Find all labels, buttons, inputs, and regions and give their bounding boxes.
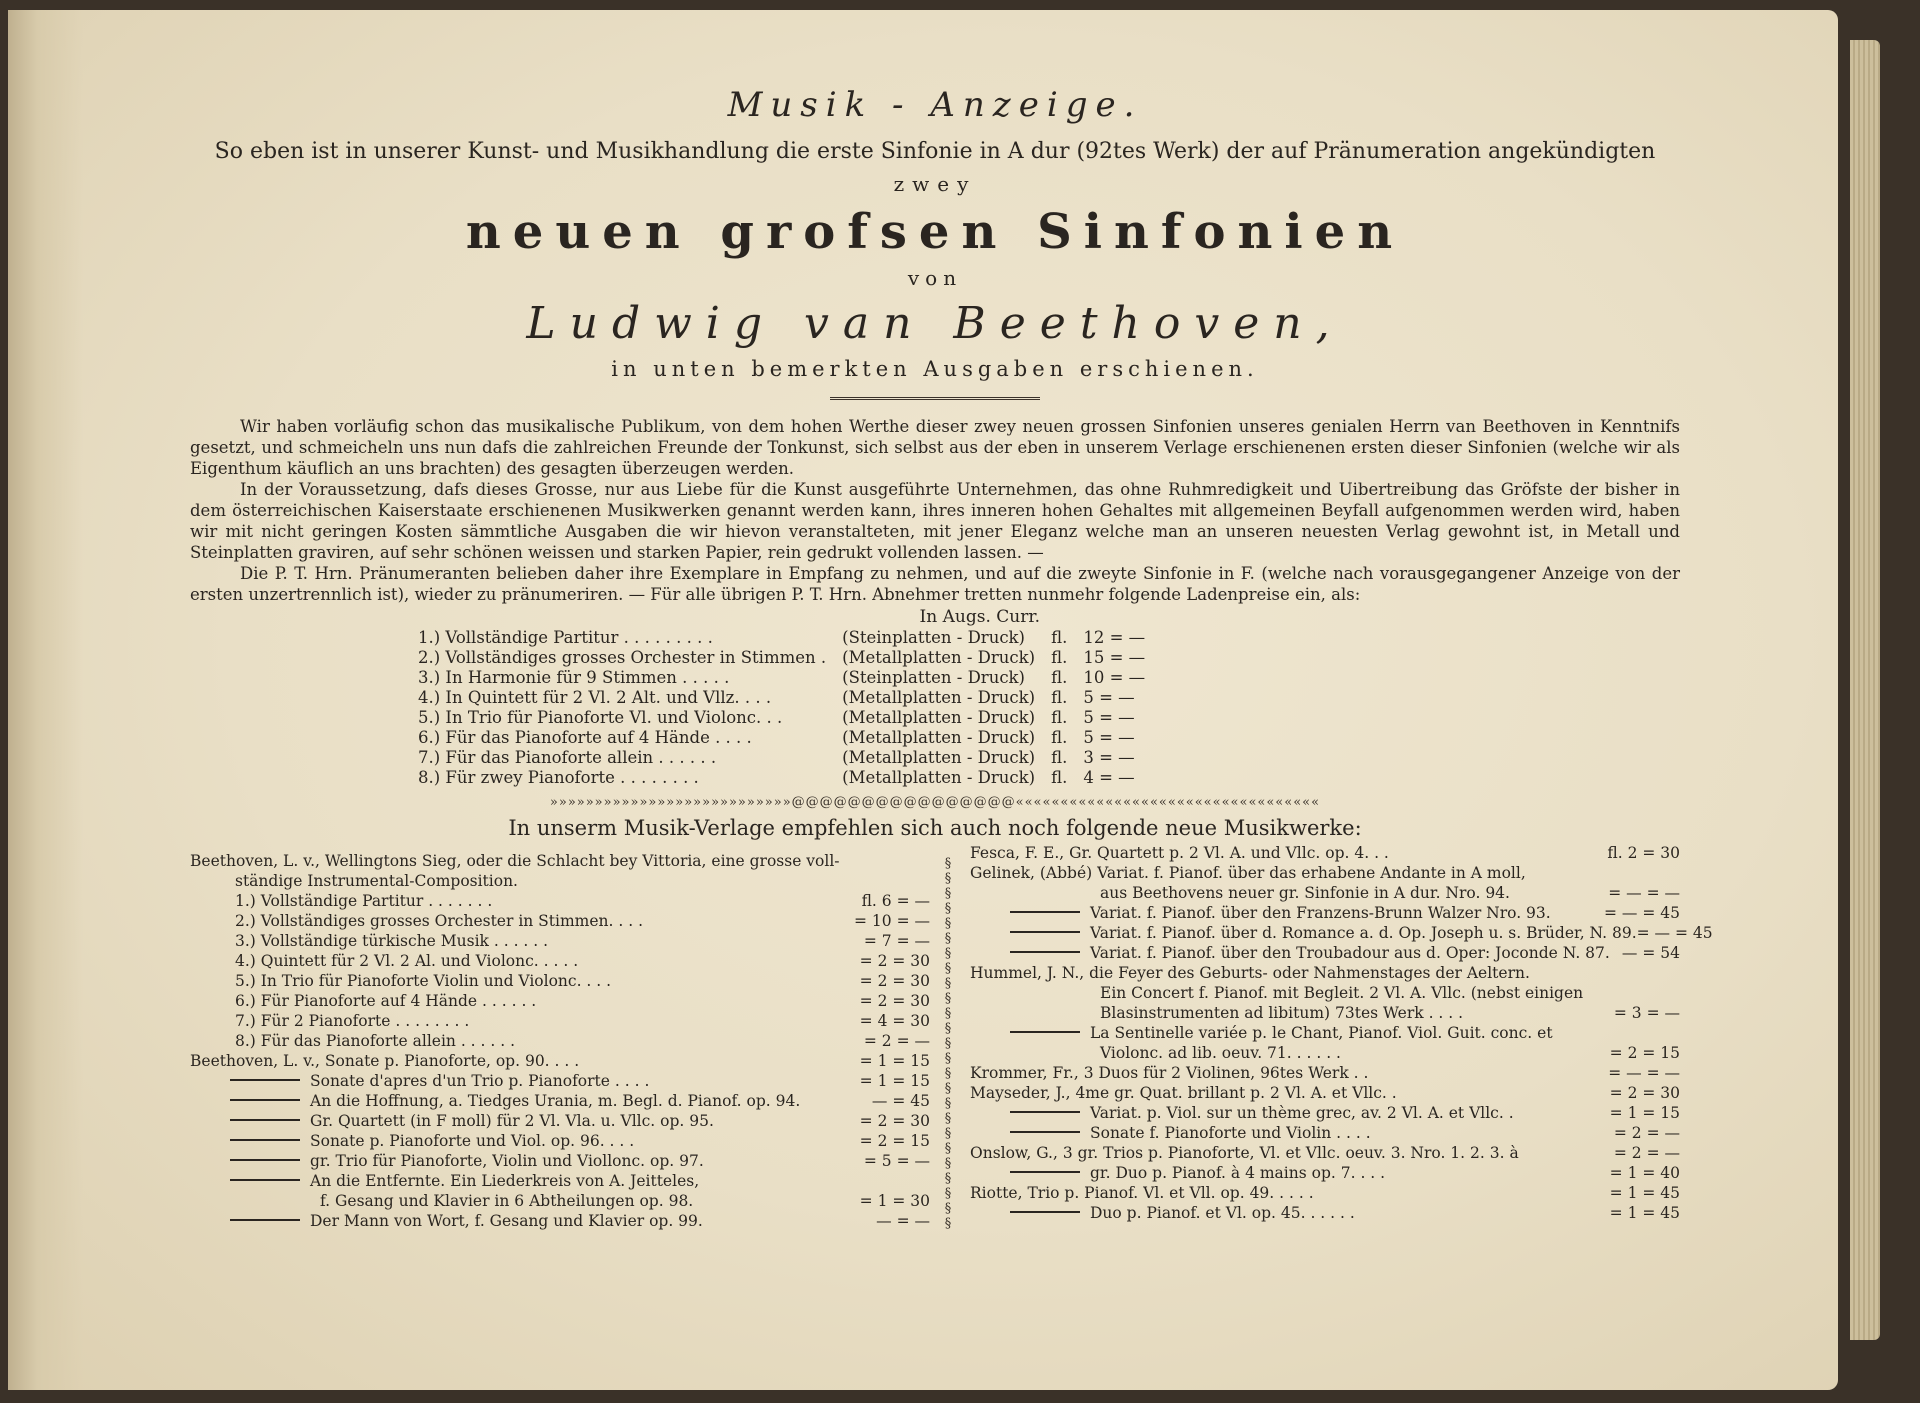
catalog-entry [970,902,1680,922]
catalog-entry-text: Beethoven, L. v., Wellingtons Sieg, oder die Schlacht bey Vittoria, eine grosse voll- [190,852,840,870]
price-fl: fl. [1051,727,1068,747]
catalog-entry-text: An die Hoffnung, a. Tiedges Urania, m. Begl. d. Pianof. op. 94. [310,1092,801,1110]
price-row [410,727,1153,747]
price-item: 3.) In Harmonie für 9 Stimmen . . . . . [418,667,730,687]
catalog-entry-text: Gr. Quartett (in F moll) für 2 Vl. Vla. u. Vllc. op. 95. [310,1112,714,1130]
catalog-entry [970,1102,1680,1122]
catalog-entry [970,1202,1680,1222]
catalog-entry [190,1030,930,1050]
catalog-entry [970,1002,1680,1022]
catalog-entry [970,922,1713,942]
catalog-entry-text: Variat. f. Pianof. über den Troubadour aus d. Oper: Joconde N. 87. [1090,944,1610,962]
catalog-entry [190,910,930,930]
ditto-dash [230,1099,300,1101]
catalog-entry [970,962,1680,982]
ditto-dash [1010,1111,1080,1113]
ditto-dash [1010,931,1080,933]
catalog-entry-text: Mayseder, J., 4me gr. Quat. brillant p. 2 Vl. A. et Vllc. . [970,1084,1397,1102]
price-item: 7.) Für das Pianoforte allein . . . . . . [418,747,717,767]
catalog-entry-text: 8.) Für das Pianoforte allein . . . . . . [235,1032,516,1050]
ornament-divider: »»»»»»»»»»»»»»»»»»»»»»»»»»»@@@@@@@@@@@@@@@@«««««««««««««««««««««««««««««««««« [549,795,1321,810]
catalog-entry-price: = 2 = 15 [859,1132,930,1150]
catalog-entry-text: Variat. p. Viol. sur un thème grec, av. 2 Vl. A. et Vllc. . [1090,1104,1514,1122]
catalog-entry [190,1190,930,1210]
page-gutter [8,10,83,1390]
ditto-dash [1010,1131,1080,1133]
catalog-entry-text: Onslow, G., 3 gr. Trios p. Pianoforte, Vl. et Vllc. oeuv. 3. Nro. 1. 2. 3. à [970,1144,1519,1162]
catalog-entry-text: Ein Concert f. Pianof. mit Begleit. 2 Vl. A. Vllc. (nebst einigen [1100,984,1584,1002]
catalog-entry [190,1210,930,1230]
catalog-entry [970,1082,1680,1102]
catalog-entry-price: = 2 = — [863,1032,930,1050]
catalog-entry-price: = — = — [1608,1064,1680,1082]
catalog-entry-price: — = — [876,1212,930,1230]
section-heading: In unserm Musik-Verlage empfehlen sich auch noch folgende neue Musikwerke: [508,816,1362,840]
price-amount: 12 = — [1083,627,1146,647]
price-row [410,647,1153,667]
price-fl: fl. [1051,667,1068,687]
catalog-entry-price: = 5 = — [863,1152,930,1170]
catalog-entry-text: 7.) Für 2 Pianoforte . . . . . . . . [235,1012,470,1030]
currency-header: In Augs. Curr. [919,607,1040,627]
catalog-entry [190,1110,930,1130]
price-print: (Steinplatten - Druck) [842,667,1025,687]
price-print: (Metallplatten - Druck) [842,687,1036,707]
catalog-entry-price: — = 54 [1621,944,1680,962]
catalog-entry-text: 5.) In Trio für Pianoforte Violin und Violonc. . . . [235,972,612,990]
ditto-dash [1010,1211,1080,1213]
price-row [410,707,1153,727]
catalog-entry-text: Riotte, Trio p. Pianof. Vl. et Vll. op. 49. . . . . [970,1184,1314,1202]
price-row [410,667,1153,687]
catalog-entry [190,1170,930,1190]
ornament-rule [830,385,1040,400]
price-amount: 4 = — [1083,767,1135,787]
catalog-entry-text: Sonate f. Pianoforte und Violin . . . . [1090,1124,1371,1142]
price-item: 5.) In Trio für Pianoforte Vl. und Violonc. . . [418,707,783,727]
catalog-entry [190,890,930,910]
catalog-entry-price: = 1 = 30 [859,1192,930,1210]
ditto-dash [230,1139,300,1141]
ditto-dash [230,1219,300,1221]
catalog-entry-price: = — = — [1608,884,1680,902]
catalog-entry [970,1162,1680,1182]
catalog-entry-text: Blasinstrumenten ad libitum) 73tes Werk . . . . [1100,1004,1464,1022]
page-edges [1850,40,1880,1340]
price-print: (Metallplatten - Druck) [842,707,1036,727]
price-amount: 5 = — [1083,727,1135,747]
catalog-entry [190,1130,930,1150]
catalog-entry [190,930,930,950]
catalog-left-column [190,850,930,1230]
catalog-entry-text: 6.) Für Pianoforte auf 4 Hände . . . . . . [235,992,537,1010]
catalog-entry-text: Variat. f. Pianof. über d. Romance a. d. Op. Joseph u. s. Brüder, N. 89. [1090,924,1637,942]
price-print: (Steinplatten - Druck) [842,627,1025,647]
catalog-entry [190,1090,930,1110]
catalog-entry-text: Variat. f. Pianof. über den Franzens-Brunn Walzer Nro. 93. [1090,904,1551,922]
catalog-entry-text: Hummel, J. N., die Feyer des Geburts- oder Nahmenstages der Aeltern. [970,964,1530,982]
catalog-entry-price: = 2 = 30 [859,992,930,1010]
catalog-entry [190,990,930,1010]
zwey-line: zwey [893,172,977,196]
catalog-entry [970,1122,1680,1142]
catalog-entry-text: Duo p. Pianof. et Vl. op. 45. . . . . . [1090,1204,1355,1222]
price-item: 2.) Vollständiges grosses Orchester in Stimmen . [418,647,827,667]
catalog-entry-price: = — = 45 [1604,904,1680,922]
catalog-entry-text: 2.) Vollständiges grosses Orchester in Stimmen. . . . [235,912,644,930]
ditto-dash [1010,1031,1080,1033]
price-fl: fl. [1051,707,1068,727]
catalog-entry [970,1042,1680,1062]
catalog-entry-price: = 1 = 15 [859,1052,930,1070]
price-amount: 3 = — [1083,747,1135,767]
catalog-entry [190,1070,930,1090]
price-item: 4.) In Quintett für 2 Vl. 2 Alt. und Vllz. . . . [418,687,772,707]
catalog-entry-price: = 4 = 30 [859,1012,930,1030]
catalog-entry-text: Beethoven, L. v., Sonate p. Pianoforte, op. 90. . . . [190,1052,580,1070]
ditto-dash [230,1179,300,1181]
column-separator: § § § § § § § § § § § § § § § § § § § § § § § § § [944,856,952,1231]
catalog-entry [970,1182,1680,1202]
price-row [410,687,1153,707]
price-amount: 5 = — [1083,687,1135,707]
catalog-entry-text: ständige Instrumental-Composition. [235,872,518,890]
paragraph-2: In der Voraussetzung, dafs dieses Grosse, nur aus Liebe für die Kunst ausgeführte Unternehmen, das ohne Ruhmredigkeit und Uibertreibung das Gröfste der bisher in dem österreichischen Kaiserstaate erschienenen Musikwerken genannt werden kann, ihres inneren hohen Gehaltes mit allgemeinen Beyfall aufgenommen werden wird, haben wir mit nicht geringen Kosten sämmtliche Ausgaben die wir hievon veranstalteten, mit jener Eleganz welche man an unseren neuesten Verlag gewohnt ist, in Metall und Steinplatten graviren, auf sehr schönen weissen und starken Papier, rein gedrukt vollenden lassen. — [190,480,1680,562]
document-title: Musik - Anzeige. [727,85,1143,125]
price-amount: 15 = — [1083,647,1146,667]
document-content [190,85,1713,1231]
catalog-entry-price: = — = 45 [1636,924,1713,942]
catalog-entry-price: = 2 = — [1613,1144,1680,1162]
price-fl: fl. [1051,627,1068,647]
catalog-entry-text: Violonc. ad lib. oeuv. 71. . . . . . [1100,1044,1341,1062]
catalog-entry-text: Krommer, Fr., 3 Duos für 2 Violinen, 96tes Werk . . [970,1064,1369,1082]
catalog-entry-price: = 7 = — [863,932,930,950]
price-item: 1.) Vollständige Partitur . . . . . . . . . [418,627,713,647]
catalog-entry [970,1022,1680,1042]
price-item: 6.) Für das Pianoforte auf 4 Hände . . . . [418,727,752,747]
price-row [410,747,1153,767]
price-fl: fl. [1051,767,1068,787]
catalog-entry-price: = 1 = 45 [1609,1184,1680,1202]
catalog-entry [970,1142,1680,1162]
composer-name: Ludwig van Beethoven, [526,298,1344,349]
catalog-entry [970,942,1680,962]
catalog-entry-text: 3.) Vollständige türkische Musik . . . . . . [235,932,549,950]
catalog-entry-text: An die Entfernte. Ein Liederkreis von A. Jeitteles, [310,1172,700,1190]
catalog-entry-text: gr. Trio für Pianoforte, Violin und Viollonc. op. 97. [310,1152,704,1170]
catalog-entry-price: = 2 = — [1613,1124,1680,1142]
price-amount: 5 = — [1083,707,1135,727]
von-line: von [907,266,963,290]
headline: neuen grofsen Sinfonien [465,204,1405,260]
catalog-entry-price: = 1 = 15 [859,1072,930,1090]
catalog-entry-text: f. Gesang und Klavier in 6 Abtheilungen op. 98. [320,1192,694,1210]
price-fl: fl. [1051,747,1068,767]
catalog-entry-text: Sonate p. Pianoforte und Viol. op. 96. . . . [310,1132,635,1150]
catalog-entry-text: La Sentinelle variée p. le Chant, Pianof. Viol. Guit. conc. et [1090,1024,1553,1042]
ditto-dash [230,1159,300,1161]
catalog-entry-price: = 3 = — [1613,1004,1680,1022]
price-print: (Metallplatten - Druck) [842,747,1036,767]
catalog-entry-text: 1.) Vollständige Partitur . . . . . . . [235,892,493,910]
paragraph-1: Wir haben vorläufig schon das musikalische Publikum, von dem hohen Werthe dieser zwey neuen grossen Sinfonien unseres genialen Herrn van Beethoven in Kenntnifs gesetzt, und schmeicheln uns nun dafs die zahlreichen Freunde der Tonkunst, sich selbst aus der eben in unserem Verlage erschienenen ersten dieser Sinfonien (welche wir als Eigenthum käuflich an uns brachten) des gesagten überzeugen werden. [190,417,1680,478]
catalog-entry-price: — = 45 [871,1092,930,1110]
catalog-entry [970,842,1680,862]
price-amount: 10 = — [1083,667,1146,687]
catalog-entry-price: = 2 = 30 [859,972,930,990]
catalog-entry [970,882,1680,902]
ditto-dash [1010,1171,1080,1173]
catalog-entry [190,970,930,990]
catalog-entry-price: = 1 = 15 [1609,1104,1680,1122]
catalog-entry [190,870,930,890]
price-row [410,627,1153,647]
catalog-entry [190,850,930,870]
price-fl: fl. [1051,687,1068,707]
catalog-entry-text: Sonate d'apres d'un Trio p. Pianoforte . . . . [310,1072,650,1090]
catalog-entry-text: Der Mann von Wort, f. Gesang und Klavier op. 99. [310,1212,703,1230]
catalog-entry [190,1050,930,1070]
catalog-entry [970,982,1680,1002]
catalog-entry-price: = 2 = 15 [1609,1044,1680,1062]
catalog-right-column [970,842,1713,1222]
catalog-entry-price: = 2 = 30 [859,1112,930,1130]
catalog-entry-text: gr. Duo p. Pianof. à 4 mains op. 7. . . . [1090,1164,1386,1182]
catalog-entry [970,1062,1680,1082]
catalog-entry-price: fl. 6 = — [861,892,930,910]
catalog-columns [190,844,1713,1231]
price-print: (Metallplatten - Druck) [842,647,1036,667]
catalog-entry-price: = 10 = — [854,912,930,930]
catalog-entry-text: aus Beethovens neuer gr. Sinfonie in A dur. Nro. 94. [1100,884,1510,902]
price-fl: fl. [1051,647,1068,667]
ditto-dash [230,1079,300,1081]
catalog-entry-text: 4.) Quintett für 2 Vl. 2 Al. und Violonc. . . . . [235,952,579,970]
catalog-entry [190,1150,930,1170]
catalog-entry-price: = 2 = 30 [859,952,930,970]
catalog-entry-price: = 1 = 45 [1609,1204,1680,1222]
catalog-entry [190,950,930,970]
price-print: (Metallplatten - Druck) [842,727,1036,747]
price-item: 8.) Für zwey Pianoforte . . . . . . . . [418,767,699,787]
price-print: (Metallplatten - Druck) [842,767,1036,787]
catalog-entry-price: = 1 = 40 [1609,1164,1680,1182]
catalog-entry-price: fl. 2 = 30 [1607,844,1680,862]
catalog-entry-price: = 2 = 30 [1609,1084,1680,1102]
published-line: in unten bemerkten Ausgaben erschienen. [611,357,1259,381]
catalog-entry-text: Gelinek, (Abbé) Variat. f. Pianof. über das erhabene Andante in A moll, [970,864,1526,882]
catalog-entry [970,862,1680,882]
price-row [410,767,1153,787]
ditto-dash [1010,911,1080,913]
ditto-dash [1010,951,1080,953]
price-table [410,627,1153,787]
catalog-entry [190,1010,930,1030]
paragraph-3: Die P. T. Hrn. Pränumeranten belieben daher ihre Exemplare in Empfang zu nehmen, und auf die zweyte Sinfonie in F. (welche nach vorausgegangener Anzeige von der ersten unzertrennlich ist), wieder zu pränumeriren. — Für alle übrigen P. T. Hrn. Abnehmer tretten nunmehr folgende Ladenpreise ein, als: [190,564,1680,604]
catalog-entry-text: Fesca, F. E., Gr. Quartett p. 2 Vl. A. und Vllc. op. 4. . . [970,844,1389,862]
lead-line: So eben ist in unserer Kunst- und Musikhandlung die erste Sinfonie in A dur (92tes Werk) der auf Pränumeration angekündigten [214,139,1656,164]
ditto-dash [230,1119,300,1121]
